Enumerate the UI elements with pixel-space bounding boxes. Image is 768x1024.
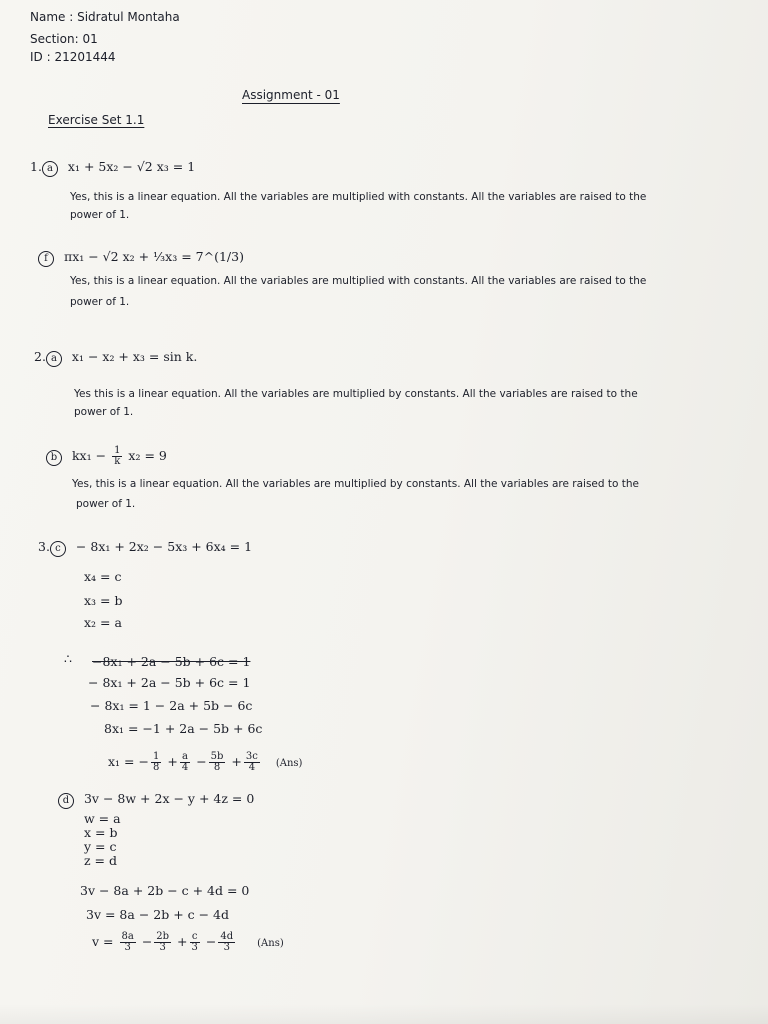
- q3d-equation: 3v − 8w + 2x − y + 4z = 0: [83, 791, 255, 806]
- term1-sign: −: [138, 754, 149, 769]
- q2b-equation-post: x₂ = 9: [128, 448, 167, 463]
- term3-sign: −: [196, 754, 207, 769]
- q1f-answer-line2: power of 1.: [70, 296, 130, 308]
- q3-number: 3.: [38, 539, 50, 554]
- term3-fraction: $\frac{5b}{8}$: [210, 751, 224, 773]
- q3d-step1: 3v − 8a + 2b − c + 4d = 0: [80, 883, 250, 898]
- q1f-equation: πx₁ − √2 x₂ + ⅓x₃ = 7^(1/3): [63, 249, 244, 264]
- q2-number: 2.: [34, 349, 46, 364]
- q2a-equation: x₁ − x₂ + x₃ = sin k.: [71, 349, 198, 364]
- q1f-equation-line: [38, 250, 244, 267]
- q3c-step3: 8x₁ = −1 + 2a − 5b + 6c: [104, 721, 263, 736]
- q2b-fraction: $\frac{1}{k}$: [114, 445, 121, 467]
- term1-fraction: $\frac{1}{8}$: [152, 751, 160, 773]
- q3c-equation: − 8x₁ + 2x₂ − 5x₃ + 6x₄ = 1: [75, 539, 253, 554]
- d-term2-fraction: $\frac{2b}{3}$: [156, 931, 170, 953]
- student-section: Section: 01: [30, 32, 98, 46]
- q3c-final-lhs: x₁ =: [108, 754, 135, 769]
- q3c-ans: (Ans): [275, 758, 303, 769]
- d-term4-sign: −: [205, 934, 217, 949]
- q1a-equation: x₁ + 5x₂ − √2 x₃ = 1: [67, 159, 196, 174]
- page-shadow: [0, 1004, 768, 1024]
- q1f-label: f: [38, 251, 54, 267]
- d-term3-fraction: $\frac{c}{3}$: [191, 931, 198, 953]
- term2-sign: +: [167, 754, 178, 769]
- assignment-title: Assignment - 01: [242, 88, 340, 102]
- q3d-ans: (Ans): [257, 938, 284, 949]
- q3d-final-lhs: v =: [92, 934, 114, 949]
- therefore-symbol: ∴: [64, 651, 72, 666]
- term4-fraction: $\frac{3c}{4}$: [245, 751, 258, 773]
- d-term4-fraction: $\frac{4d}{3}$: [220, 931, 234, 953]
- d-term1-fraction: $\frac{8a}{3}$: [121, 931, 134, 953]
- d-term3-sign: +: [177, 934, 188, 949]
- q3c-sub-x2: x₂ = a: [84, 615, 122, 630]
- q3d-equation-line: [58, 792, 254, 809]
- q3c-label: c: [50, 541, 66, 557]
- q3d-label: d: [58, 793, 74, 809]
- q3d-sub-x: x = b: [84, 825, 118, 840]
- q2a-answer-line1: Yes this is a linear equation. All the variables are multiplied by constants. All the variables are raised to the: [74, 388, 638, 400]
- q2b-equation-pre: kx₁ −: [71, 448, 107, 463]
- q1a-answer-line2: power of 1.: [70, 209, 130, 221]
- q3c-final-line: [108, 752, 302, 773]
- q1a-label: a: [42, 161, 58, 177]
- q3c-sub-x3: x₃ = b: [84, 593, 123, 608]
- q3d-sub-y: y = c: [84, 839, 117, 854]
- q1-number: 1.: [30, 159, 42, 174]
- q2b-equation-line: [46, 446, 167, 467]
- exercise-heading: Exercise Set 1.1: [48, 113, 145, 127]
- q3c-sub-x4: x₄ = c: [84, 569, 122, 584]
- d-term2-sign: −: [141, 934, 153, 949]
- q1a-answer-line1: Yes, this is a linear equation. All the variables are multiplied with constants. All the variables are raised to the: [70, 191, 647, 203]
- q3d-sub-z: z = d: [84, 853, 118, 868]
- q3c-step1: − 8x₁ + 2a − 5b + 6c = 1: [88, 675, 251, 690]
- q2b-label: b: [46, 450, 62, 466]
- student-id: ID : 21201444: [30, 50, 116, 64]
- q1f-answer-line1: Yes, this is a linear equation. All the variables are multiplied with constants. All the variables are raised to the: [70, 275, 647, 287]
- struck-line: −8x₁ + 2a − 5b + 6c = 1: [92, 654, 251, 669]
- q3c-step2: − 8x₁ = 1 − 2a + 5b − 6c: [90, 698, 253, 713]
- q2a-answer-line2: power of 1.: [74, 406, 134, 418]
- term4-sign: +: [231, 754, 242, 769]
- q2b-answer-line1: Yes, this is a linear equation. All the variables are multiplied by constants. All the variables are raised to the: [72, 478, 639, 490]
- q3d-final-line: [92, 932, 284, 953]
- q2a-equation-line: [34, 350, 197, 367]
- term2-fraction: $\frac{a}{4}$: [181, 751, 189, 773]
- q2b-answer-line2: power of 1.: [76, 498, 136, 510]
- student-name: Name : Sidratul Montaha: [30, 10, 180, 24]
- q3d-step2: 3v = 8a − 2b + c − 4d: [86, 907, 230, 922]
- q1a-equation-line: [30, 160, 195, 177]
- q2a-label: a: [46, 351, 62, 367]
- q3c-equation-line: [38, 540, 252, 557]
- q3d-sub-w: w = a: [84, 811, 121, 826]
